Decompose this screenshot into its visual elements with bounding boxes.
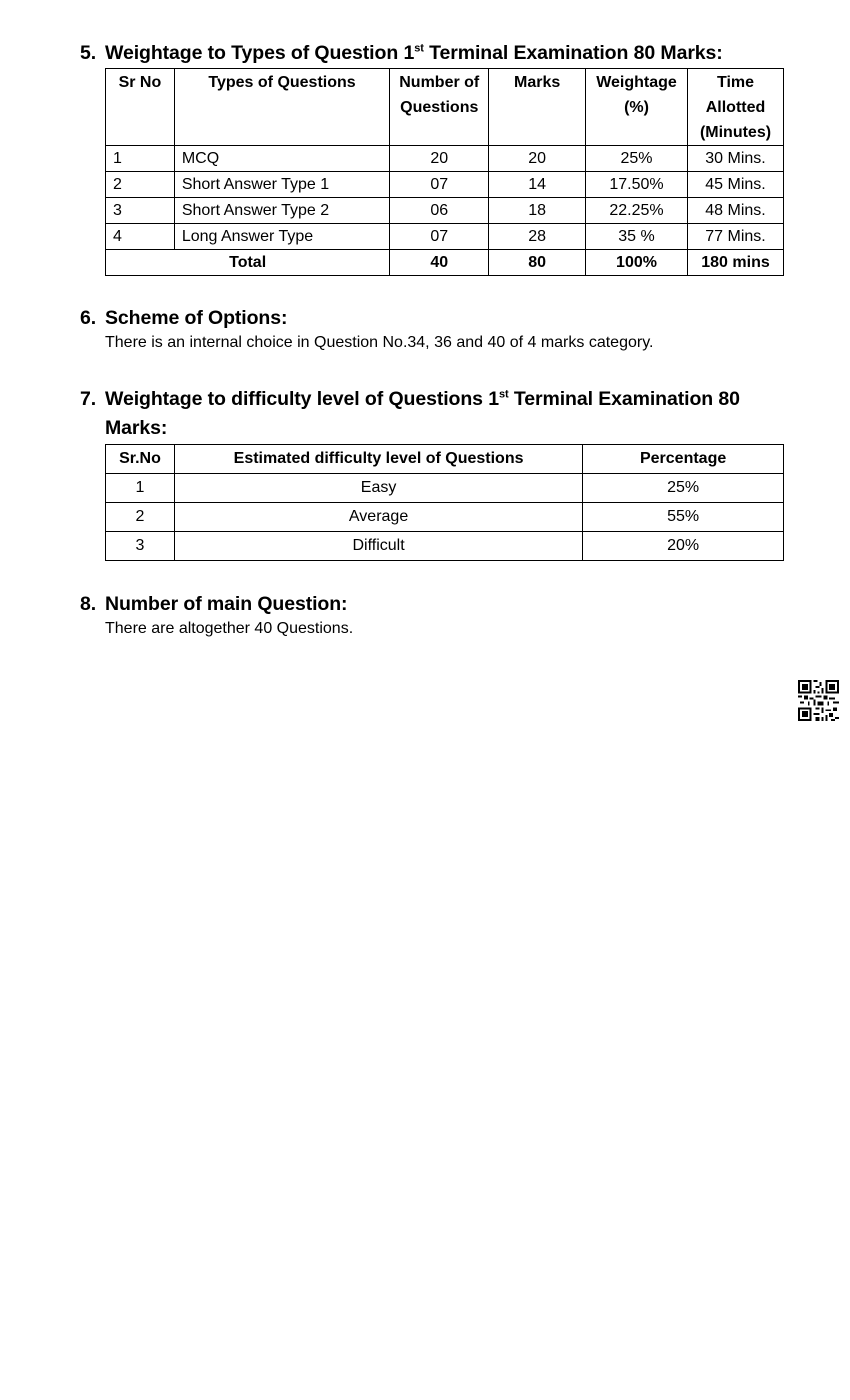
table-cell: 07 bbox=[390, 172, 489, 198]
column-header: Sr.No bbox=[106, 445, 175, 474]
table-cell: 45 Mins. bbox=[688, 172, 784, 198]
table-cell: 25% bbox=[583, 474, 784, 503]
number-of-questions-text: There are altogether 40 Questions. bbox=[105, 620, 354, 637]
table-cell: 20 bbox=[489, 146, 586, 172]
table-cell: 30 Mins. bbox=[688, 146, 784, 172]
table-cell: 07 bbox=[390, 224, 489, 250]
table-cell: 4 bbox=[106, 224, 175, 250]
table-row bbox=[106, 198, 784, 224]
section-8 bbox=[80, 590, 785, 639]
table-cell: 22.25% bbox=[586, 198, 688, 224]
column-header: Number of Questions bbox=[390, 69, 489, 146]
table-cell: Easy bbox=[174, 474, 582, 503]
table-total-row bbox=[106, 250, 784, 276]
question-types-table bbox=[105, 68, 784, 276]
table-cell: 55% bbox=[583, 503, 784, 532]
total-cell: 80 bbox=[489, 250, 586, 276]
section-number: 5. bbox=[80, 42, 97, 64]
total-cell: 100% bbox=[586, 250, 688, 276]
section-title: Scheme of Options: bbox=[105, 307, 288, 329]
table-cell: 35 % bbox=[586, 224, 688, 250]
section-5-heading bbox=[80, 39, 785, 68]
table-cell: 1 bbox=[106, 474, 175, 503]
table-row bbox=[106, 224, 784, 250]
table-cell: 06 bbox=[390, 198, 489, 224]
section-title: Number of main Question: bbox=[105, 593, 348, 615]
section-number: 7. bbox=[80, 388, 97, 410]
table-cell: 28 bbox=[489, 224, 586, 250]
table-cell: Average bbox=[174, 503, 582, 532]
table-cell: 2 bbox=[106, 503, 175, 532]
qr-code-icon bbox=[798, 680, 839, 721]
column-header: Types of Questions bbox=[174, 69, 389, 146]
section-title: Weightage to Types of Question 1st Terminal Examination 80 Marks: bbox=[105, 42, 723, 64]
total-label: Total bbox=[106, 250, 390, 276]
column-header: Time Allotted (Minutes) bbox=[688, 69, 784, 146]
table-cell: 20% bbox=[583, 532, 784, 561]
table-row bbox=[106, 503, 784, 532]
section-7 bbox=[80, 385, 785, 561]
section-6-heading bbox=[80, 304, 785, 333]
table-cell: Short Answer Type 2 bbox=[174, 198, 389, 224]
table-cell: 14 bbox=[489, 172, 586, 198]
column-header: Estimated difficulty level of Questions bbox=[174, 445, 582, 474]
table-cell: 20 bbox=[390, 146, 489, 172]
section-5 bbox=[80, 39, 785, 276]
table-row bbox=[106, 146, 784, 172]
table-row bbox=[106, 474, 784, 503]
table-cell: 77 Mins. bbox=[688, 224, 784, 250]
column-header: Percentage bbox=[583, 445, 784, 474]
table-header-row bbox=[106, 445, 784, 474]
table-cell: 3 bbox=[106, 532, 175, 561]
table-cell: 18 bbox=[489, 198, 586, 224]
table-cell: Difficult bbox=[174, 532, 582, 561]
table-header-row bbox=[106, 69, 784, 146]
section-title: Weightage to difficulty level of Questions 1st Terminal Examination 80 Marks: bbox=[105, 388, 740, 439]
table-cell: Short Answer Type 1 bbox=[174, 172, 389, 198]
table-cell: 2 bbox=[106, 172, 175, 198]
table-cell: 48 Mins. bbox=[688, 198, 784, 224]
total-cell: 180 mins bbox=[688, 250, 784, 276]
column-header: Marks bbox=[489, 69, 586, 146]
table-cell: Long Answer Type bbox=[174, 224, 389, 250]
section-6 bbox=[80, 304, 785, 353]
section-number: 6. bbox=[80, 307, 97, 329]
table-cell: 1 bbox=[106, 146, 175, 172]
column-header: Weightage (%) bbox=[586, 69, 688, 146]
table-row bbox=[106, 172, 784, 198]
table-cell: 3 bbox=[106, 198, 175, 224]
scheme-of-options-text: There is an internal choice in Question No.34, 36 and 40 of 4 marks category. bbox=[105, 334, 654, 351]
table-cell: 17.50% bbox=[586, 172, 688, 198]
table-row bbox=[106, 532, 784, 561]
section-8-heading bbox=[80, 590, 785, 619]
table-cell: MCQ bbox=[174, 146, 389, 172]
total-cell: 40 bbox=[390, 250, 489, 276]
table-cell: 25% bbox=[586, 146, 688, 172]
column-header: Sr No bbox=[106, 69, 175, 146]
difficulty-level-table bbox=[105, 444, 784, 561]
section-7-heading bbox=[80, 385, 785, 443]
section-number: 8. bbox=[80, 593, 97, 615]
